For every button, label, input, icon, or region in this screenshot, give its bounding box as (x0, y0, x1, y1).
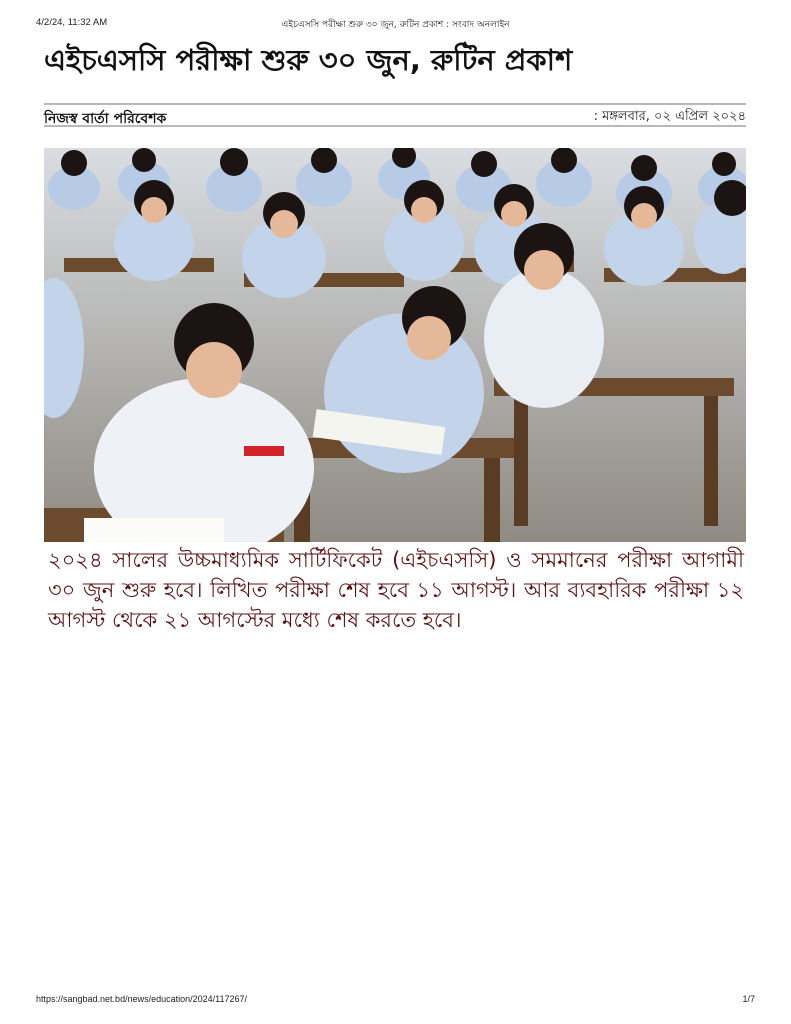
print-document-title: এইচএসসি পরীক্ষা শুরু ৩০ জুন, রুটিন প্রকাশ : সংবাদ অনলাইন (281, 20, 510, 30)
article-author: নিজস্ব বার্তা পরিবেশক (44, 111, 167, 127)
page-number: 1/7 (742, 994, 755, 1004)
article-date: : মঙ্গলবার, ০২ এপ্রিল ২০২৪ (593, 109, 746, 124)
print-timestamp: 4/2/24, 11:32 AM (36, 17, 108, 28)
print-header (36, 17, 755, 31)
print-footer (36, 994, 755, 1008)
article-headline: এইচএসসি পরীক্ষা শুরু ৩০ জুন, রুটিন প্রকাশ (44, 43, 573, 77)
article-photo (44, 148, 746, 542)
byline-bar (44, 103, 746, 127)
exam-hall-illustration (44, 148, 746, 542)
page-url: https://sangbad.net.bd/news/education/2024/117267/ (36, 994, 247, 1004)
article-body: ২০২৪ সালের উচ্চমাধ্যমিক সার্টিফিকেট (এইচএসসি) ও সমমানের পরীক্ষা আগামী ৩০ জুন শুরু হবে। লিখিত পরীক্ষা শেষ হবে ১১ আগস্ট। আর ব্যবহারিক পরীক্ষা ১২ আগস্ট থেকে ২১ আগস্টের মধ্যে শেষ করতে হবে। (48, 548, 744, 632)
